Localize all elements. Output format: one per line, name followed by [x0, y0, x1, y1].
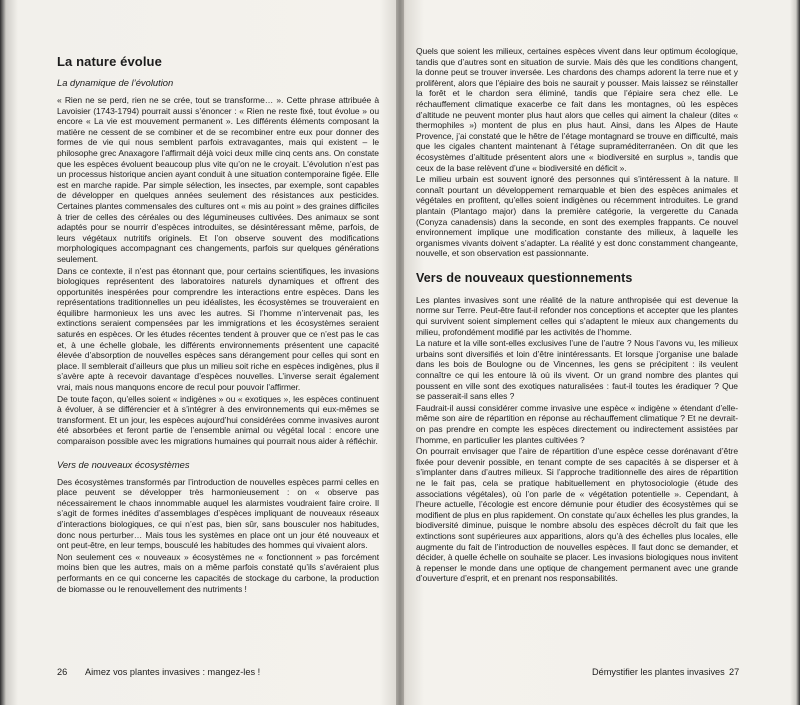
subheading: La dynamique de l’évolution: [57, 77, 174, 88]
section-heading: La nature évolue: [57, 54, 162, 69]
paragraph: Dans ce contexte, il n’est pas étonnant que, pour certains scientifiques, les invasions biologiques représentent des laboratoires naturels dynamiques et offrent des opportunités inespérées pour comprendre les interactions entre espèces. Dans les représentations traditionnelles un peu idéalistes, les écosystèmes se trouveraient en équilibre harmonieux les uns avec les autres. Si l’homme n’intervenait pas, les extinctions seraient compensées par les immigrations et les écosystèmes seraient saturés en espèces. Or les études récentes tendent à prouver que ce n’est pas le cas et, à une échelle globale, les différents environnements présentent une capacité élevée d’absorption de nouvelles espèces sans dérangement pour celles qui sont en place. Il semblerait d’ailleurs que plus un milieu soit riche en espèces indigènes, plus il s’avère apte à recevoir davantage d’espèces nouvelles. L’inverse serait également vrai, mais nous manquons encore de recul pour pouvoir l’affirmer.: [57, 265, 379, 393]
book-gutter: [396, 0, 404, 705]
page-number: 26: [57, 667, 68, 677]
paragraph: De toute façon, qu’elles soient « indigènes » ou « exotiques », les espèces continuent à évoluer, à se différencier et à s’intégrer à des environnements qui eux-mêmes se transforment. Et un jour, les espèces aujourd’hui considérées comme invasives auront été absorbées et feront partie de l’ensemble animal ou végétal local : encore une comparaison possible avec les migrations humaines qui pourrait nous aider à réfléchir.: [57, 393, 379, 446]
running-title: Démystifier les plantes invasives: [592, 667, 725, 677]
paragraph: Non seulement ces « nouveaux » écosystèmes ne « fonctionnent » pas forcément moins bien que les autres, mais on a même parfois constaté qu’ils s’avéraient plus performants en ce qui concerne les capacités de stockage du carbone, la production de biomasse ou le renouvellement des nutriments !: [57, 551, 379, 594]
left-text-column: [57, 54, 379, 595]
running-title: Aimez vos plantes invasives : mangez-les !: [85, 667, 261, 677]
subheading: Vers de nouveaux écosystèmes: [57, 458, 190, 470]
paragraph: « Rien ne se perd, rien ne se crée, tout se transforme… ». Cette phrase attribuée à Lavoisier (1743-1794) pourrait aussi s’énoncer : « Rien ne reste fixé, tout évolue » ou encore « La vie est mouvement permanent ». Les différents éléments composant la matière ne cessent de se combiner et de se recombiner entre eux pour donner des formes de vie qui nous semblent parfois extravagantes, mais qui existent – le philosophe grec Anaxagore l’affirmait déjà voici deux mille cinq cents ans. On constate que les espèces évoluent beaucoup plus vite qu’on ne le croyait. L’évolution n’est pas un processus historique ancien ayant conduit à une situation contemporaine figée. Elle est en marche rapide. Par simple sélection, les insectes, par exemple, sont capables de développer en quelques années seulement des résistances aux pesticides. Certaines plantes commensales des cultures ont « mis au point » des graines difficiles à trier de celles des céréales ou des légumineuses cultivées. Des animaux se sont adaptés pour se nourrir d’espèces introduites, se désintéressant même, parfois, de leurs végétaux nutritifs originels. Et l’on observe souvent des modifications morphologiques accompagnant ces changements, parfois sur quelques générations seulement.: [57, 95, 379, 264]
page-number: 27: [729, 667, 740, 677]
right-text-column: [416, 46, 738, 585]
paragraph: Des écosystèmes transformés par l’introduction de nouvelles espèces parmi celles en place peuvent se développer très harmonieusement : on « observe pas nécessairement le chaos innommable auquel les alarmistes voudraient faire croire. Il s’agit de formes inédites d’assemblages d’espèces impliquant de nouveaux réseaux d’interactions biologiques, ce qui n’est pas, bien sûr, sans bousculer nos habitudes, donc nous perturber… Mais tous les systèmes en place ont un jour été nouveaux et ont peut-être, en leur temps, bousculé les habitudes des hommes qui vivaient alors.: [57, 476, 379, 551]
paragraph: La nature et la ville sont-elles exclusives l’une de l’autre ? Nous l’avons vu, les milieux urbains sont diversifiés et loin d’être inintéressants. Et lorsque j’organise une balade dans les bois de Boulogne ou de Vincennes, les gens se précipitent : ils veulent connaître ce qui les entoure là où ils vivent. Or un grand nombre des plantes qui poussent en ville sont des exotiques naturalisées : faut-il toutes les éradiquer ? Que se passerait-il sans elles ?: [416, 338, 738, 402]
section-heading: Vers de nouveaux questionnements: [416, 270, 633, 285]
paragraph: Le milieu urbain est souvent ignoré des personnes qui s’intéressent à la nature. Il connaît pourtant un développement remarquable et bien des espèces animales et végétales en profitent, qu’elles soient indigènes ou récemment introduites. Le grand plantain (Plantago major) dans la première catégorie, la vergerette du Canada (Conyza canadensis) dans la seconde, en sont des exemples frappants. Ce nouvel environnement implique une modification constante des milieux, à laquelle les organismes vivants doivent s’adapter. La réalité y est donc constamment changeante, nouvelle, et son observation est passionnante.: [416, 174, 738, 259]
right-page: [400, 0, 800, 705]
paragraph: Faudrait-il aussi considérer comme invasive une espèce « indigène » étendant d’elle-même son aire de répartition en réponse au réchauffement climatique ? Et ne devrait-on pas prendre en compte les espèces directement ou indirectement assistées par l’homme, en particulier les plantes cultivées ?: [416, 402, 738, 445]
paragraph: Quels que soient les milieux, certaines espèces vivent dans leur optimum écologique, tandis que d’autres sont en situation de survie. Mais dès que les conditions changent, la donne peut se trouver inversée. Les chardons des champs adorent la terre nue et y prolifèrent, alors que l’épiaire des bois ne saurait y pousser. Mais laissez se réinstaller la forêt et le chardon sera éliminé, tandis que l’épiaire sera chez elle. Le réchauffement climatique exacerbe ce fait dans les montagnes, où les espèces d’altitude ne peuvent monter plus haut alors que celles qui aiment la chaleur (dites « thermophiles ») montent de plus en plus haut. Ainsi, dans les Alpes de Haute Provence, j’ai constaté que le hêtre de l’étage montagnard se trouve en difficulté, mais que les cigales chantent maintenant à l’étage supraméditerranéen. On dit que les écosystèmes d’altitude présentent alors une « biodiversité en surplus », tandis que ceux de la base relèvent d’une « biodiversité en déficit ».: [416, 46, 738, 173]
paragraph: Les plantes invasives sont une réalité de la nature anthropisée qui est devenue la norme sur Terre. Peut-être faut-il refonder nos conceptions et accepter que les plantes qui survivent soient simplement celles qui s’adaptent le mieux aux changements du milieu, profondément modifié par les activités de l’homme.: [416, 294, 738, 337]
paragraph: On pourrait envisager que l’aire de répartition d’une espèce cesse dorénavant d’être fixée pour devenir possible, en tenant compte de ses capacités à se disperser et à s’implanter dans d’autres milieux. Si l’approche traditionnelle des aires de répartition ne le fait pas, cela se pratique habituellement en phytosociologie (étude des associations végétales), où l’on parle de « végétation potentielle ». Cependant, à l’heure actuelle, l’écologie est encore démunie pour étudier des écosystèmes qui se modifient de plus en plus rapidement. On constate qu’aux échelles les plus grandes, la biodiversité diminue, puisque le nombre absolu des espèces décroît du fait que les extinctions sont supérieures aux apparitions, alors qu’à des échelles plus locales, elle augmente du fait de l’introduction de nouvelles espèces. Il faut donc se demander, et décider, à quelle échelle on souhaite se placer. Les invasions biologiques nous invitent à repenser le monde dans une optique de changement permanent avec une grande d’ouverture d’esprit, et en prenant nos responsabilités.: [416, 446, 738, 584]
